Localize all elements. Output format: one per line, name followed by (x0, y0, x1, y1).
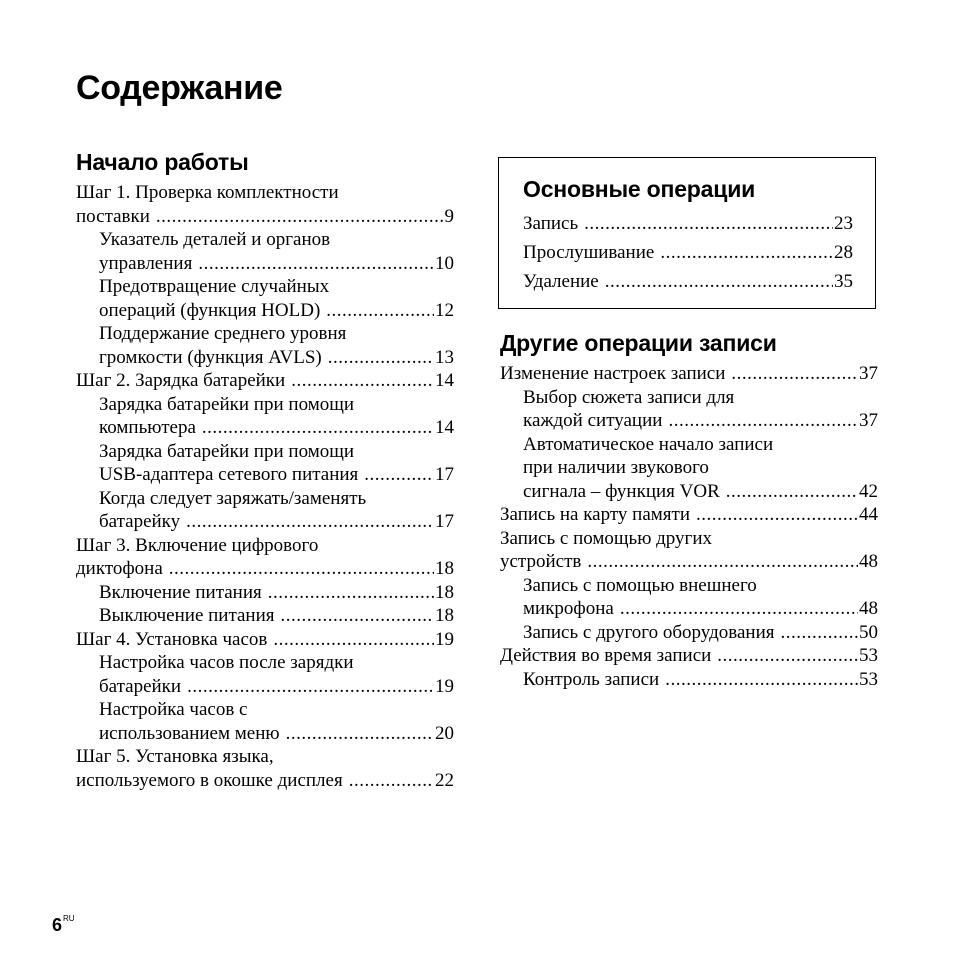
toc-entry[interactable] (76, 393, 454, 440)
page-footer (52, 908, 75, 936)
toc-entry-title: микрофона (523, 598, 614, 619)
toc-list (76, 181, 454, 792)
toc-entry[interactable] (523, 267, 853, 296)
toc-entry-title: громкости (функция AVLS) (99, 346, 322, 368)
toc-entry-title-start: Предотвращение случайных (99, 276, 330, 297)
toc-entry-line (99, 675, 454, 699)
toc-page-number: 14 (435, 370, 454, 391)
toc-entry-title: каждой ситуации (523, 410, 663, 431)
section-heading: Другие операции записи (500, 330, 777, 356)
toc-entry-line (76, 628, 454, 652)
toc-entry[interactable] (76, 275, 454, 322)
toc-entry[interactable] (523, 238, 853, 267)
toc-entry-title-start: Шаг 5. Установка языка, (76, 746, 274, 767)
dot-leader (156, 205, 444, 229)
toc-entry[interactable] (500, 503, 878, 527)
toc-page-number: 12 (435, 299, 454, 321)
toc-entry-line (523, 621, 878, 645)
toc-page-number: 18 (435, 605, 454, 626)
toc-page-number: 37 (859, 363, 878, 384)
toc-page-number: 48 (859, 598, 878, 619)
toc-page-number: 35 (834, 271, 853, 292)
dot-leader (584, 209, 833, 238)
toc-entry-title-start: Настройка часов с (99, 699, 248, 720)
toc-entry-title-start: Зарядка батарейки при помощи (99, 440, 355, 462)
dot-leader (731, 362, 858, 386)
toc-entry-line (523, 597, 878, 621)
toc-entry-title: используемого в окошке дисплея (76, 769, 343, 791)
toc-list (500, 362, 878, 691)
section-heading: Начало работы (76, 149, 249, 175)
toc-page-number: 19 (435, 675, 454, 697)
toc-entry-title-start: Запись с помощью внешнего (523, 574, 757, 596)
toc-entry-title: Запись с другого оборудования (523, 621, 775, 643)
toc-entry[interactable] (500, 362, 878, 386)
toc-page-number: 13 (435, 346, 454, 368)
toc-list (523, 209, 853, 296)
toc-entry-title-start: при наличии звукового (523, 457, 709, 478)
toc-entry[interactable] (76, 322, 454, 369)
toc-entry[interactable] (500, 574, 878, 621)
toc-entry-title: Шаг 4. Установка часов (76, 628, 268, 650)
toc-page-number: 44 (859, 504, 878, 525)
toc-entry-line (76, 557, 454, 581)
toc-entry[interactable] (76, 651, 454, 698)
toc-page-number: 10 (435, 252, 454, 274)
toc-entry-line (523, 238, 853, 267)
toc-entry-line (99, 722, 454, 746)
toc-entry-line (500, 644, 878, 668)
dot-leader (186, 510, 434, 534)
toc-entry[interactable] (76, 581, 454, 605)
toc-entry-title: Действия во время записи (500, 645, 712, 666)
dot-leader (660, 238, 833, 267)
toc-entry-title: диктофона (76, 558, 163, 579)
toc-entry-line (76, 369, 454, 393)
dot-leader (169, 557, 434, 581)
toc-entry-title: поставки (76, 205, 150, 227)
toc-entry[interactable] (500, 433, 878, 504)
section-heading: Основные операции (523, 176, 756, 202)
toc-page-number: 50 (859, 621, 878, 643)
toc-entry[interactable] (76, 487, 454, 534)
toc-entry-title-start: Выбор сюжета записи для (523, 386, 735, 408)
toc-entry-line (99, 346, 454, 370)
dot-leader (620, 597, 858, 621)
toc-entry-title: операций (функция HOLD) (99, 299, 321, 321)
toc-entry-title: Контроль записи (523, 668, 660, 690)
toc-page-number: 18 (435, 558, 454, 579)
toc-entry[interactable] (76, 228, 454, 275)
getting-started-section (76, 147, 454, 792)
toc-entry-title: Включение питания (99, 581, 262, 603)
toc-page-number: 37 (859, 410, 878, 431)
toc-entry-title: батарейки (99, 675, 182, 697)
toc-entry-title-start: Поддержание среднего уровня (99, 323, 347, 344)
toc-page-number: 22 (435, 769, 454, 791)
toc-entry-title: Выключение питания (99, 605, 275, 626)
toc-entry[interactable] (500, 644, 878, 668)
toc-entry-title: устройств (500, 551, 582, 572)
toc-page-number: 28 (834, 242, 853, 263)
toc-entry-title-start: Автоматическое начало записи (523, 433, 774, 455)
toc-entry-line (99, 604, 454, 628)
toc-entry-title-start: Шаг 1. Проверка комплектности (76, 182, 339, 203)
toc-page-number: 17 (435, 464, 454, 485)
dot-leader (717, 644, 858, 668)
toc-entry-line (523, 409, 878, 433)
toc-entry-title-start: Зарядка батарейки при помощи (99, 393, 355, 415)
toc-entry[interactable] (76, 745, 454, 792)
toc-entry-title: управления (99, 252, 193, 274)
toc-page-number: 14 (435, 417, 454, 438)
page-number: 6 (52, 915, 63, 935)
toc-entry-line (500, 550, 878, 574)
toc-page-number: 19 (435, 628, 454, 650)
toc-entry[interactable] (76, 181, 454, 228)
dot-leader (665, 668, 858, 692)
toc-entry-title: Прослушивание (523, 242, 655, 263)
toc-entry-title: компьютера (99, 417, 196, 438)
toc-entry-line (523, 267, 853, 296)
dot-leader (198, 252, 434, 276)
dot-leader (187, 675, 434, 699)
toc-page-number: 53 (859, 668, 878, 690)
toc-entry-title: Запись (523, 213, 579, 234)
toc-entry-title: USB-адаптера сетевого питания (99, 464, 359, 485)
toc-page-number: 17 (435, 511, 454, 532)
toc-entry[interactable] (76, 698, 454, 745)
toc-entry-line (523, 668, 878, 692)
toc-entry[interactable] (500, 668, 878, 692)
toc-entry-line (500, 503, 878, 527)
dot-leader (349, 769, 434, 793)
toc-entry-title: батарейку (99, 511, 181, 532)
toc-entry-title-start: Шаг 3. Включение цифрового (76, 534, 319, 556)
dot-leader (668, 409, 858, 433)
toc-entry-line (76, 205, 454, 229)
toc-entry-title: Изменение настроек записи (500, 363, 726, 384)
toc-entry-line (500, 362, 878, 386)
toc-entry-line (99, 463, 454, 487)
toc-entry-title-start: Указатель деталей и органов (99, 229, 331, 250)
dot-leader (781, 621, 859, 645)
toc-entry[interactable] (500, 527, 878, 574)
dot-leader (364, 463, 434, 487)
toc-entry-line (99, 299, 454, 323)
toc-entry-title-start: Когда следует заряжать/заменять (99, 487, 367, 509)
dot-leader (291, 369, 434, 393)
toc-entry-line (523, 209, 853, 238)
toc-entry-title: сигнала – функция VOR (523, 480, 720, 502)
dot-leader (696, 503, 858, 527)
toc-entry[interactable] (76, 534, 454, 581)
dot-leader (281, 604, 434, 628)
toc-entry[interactable] (76, 440, 454, 487)
toc-page-number: 20 (435, 722, 454, 744)
other-recording-section (500, 328, 878, 691)
toc-entry[interactable] (76, 369, 454, 393)
dot-leader (605, 267, 833, 296)
dot-leader (268, 581, 434, 605)
page-title: Содержание (76, 69, 283, 107)
toc-entry-line (99, 252, 454, 276)
dot-leader (273, 628, 434, 652)
toc-entry[interactable] (500, 621, 878, 645)
toc-entry-title: Шаг 2. Зарядка батарейки (76, 370, 286, 391)
toc-page-number: 42 (859, 480, 878, 502)
toc-entry-title: Удаление (523, 271, 599, 292)
toc-page-number: 23 (834, 213, 853, 234)
dot-leader (587, 550, 858, 574)
toc-page-number: 48 (859, 551, 878, 572)
toc-entry-title-start: Настройка часов после зарядки (99, 652, 354, 673)
dot-leader (326, 299, 434, 323)
toc-entry-line (99, 510, 454, 534)
toc-entry[interactable] (500, 386, 878, 433)
toc-entry-title: Запись на карту памяти (500, 504, 690, 525)
toc-entry-line (523, 480, 878, 504)
toc-page-number: 9 (444, 205, 454, 227)
toc-entry-line (99, 581, 454, 605)
toc-entry-line (99, 416, 454, 440)
toc-entry-title-start: Запись с помощью других (500, 527, 713, 549)
locale-label: RU (63, 914, 75, 923)
toc-page-number: 53 (859, 645, 878, 666)
dot-leader (328, 346, 434, 370)
dot-leader (726, 480, 858, 504)
basic-operations-box (498, 157, 876, 309)
toc-entry-title: использованием меню (99, 722, 280, 744)
dot-leader (286, 722, 434, 746)
toc-entry[interactable] (76, 604, 454, 628)
toc-entry[interactable] (523, 209, 853, 238)
toc-page-number: 18 (435, 581, 454, 603)
toc-entry-line (76, 769, 454, 793)
dot-leader (202, 416, 434, 440)
toc-entry[interactable] (76, 628, 454, 652)
